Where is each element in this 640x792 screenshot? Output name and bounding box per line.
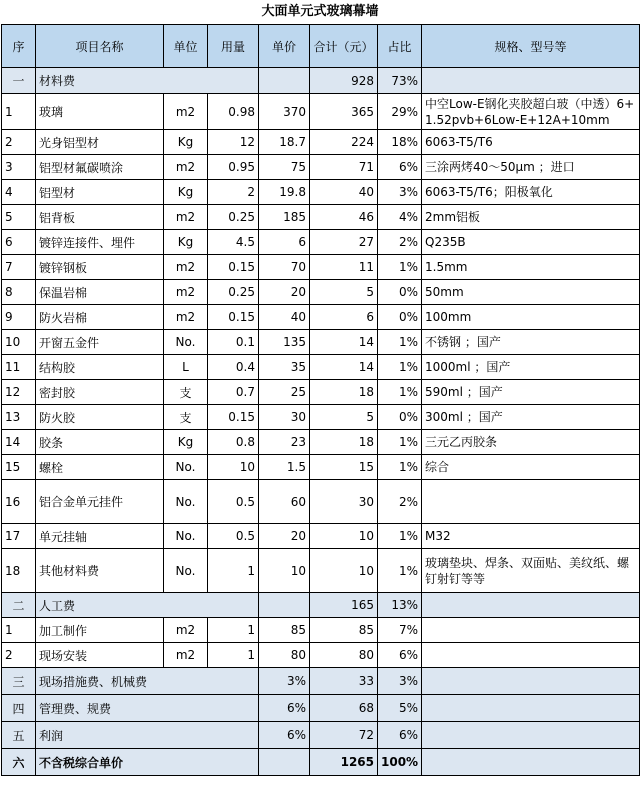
table-row <box>2 549 640 593</box>
table-row <box>2 255 640 280</box>
row-total: 30 <box>310 480 378 524</box>
row-unit: 支 <box>164 380 208 405</box>
row-pct: 6% <box>378 643 422 668</box>
row-unit: m2 <box>164 280 208 305</box>
section-no: 一 <box>2 68 36 94</box>
header-unit: 单位 <box>164 25 208 68</box>
row-name: 防火岩棉 <box>36 305 164 330</box>
row-pct: 1% <box>378 255 422 280</box>
row-name: 加工制作 <box>36 618 164 643</box>
price-table <box>1 24 640 776</box>
section-price: 6% <box>259 695 310 722</box>
row-no: 17 <box>2 524 36 549</box>
row-no: 16 <box>2 480 36 524</box>
section-row <box>2 722 640 749</box>
section-pct: 100% <box>378 749 422 776</box>
row-pct: 2% <box>378 230 422 255</box>
row-qty: 0.5 <box>208 524 259 549</box>
section-total: 165 <box>310 593 378 618</box>
row-name: 防火胶 <box>36 405 164 430</box>
row-qty: 0.98 <box>208 94 259 130</box>
table-row <box>2 155 640 180</box>
row-price: 40 <box>259 305 310 330</box>
section-price: 6% <box>259 722 310 749</box>
row-name: 密封胶 <box>36 380 164 405</box>
row-price: 18.7 <box>259 130 310 155</box>
section-spec <box>422 695 640 722</box>
section-name: 利润 <box>36 722 259 749</box>
row-price: 35 <box>259 355 310 380</box>
row-no: 13 <box>2 405 36 430</box>
row-price: 19.8 <box>259 180 310 205</box>
row-name: 铝型材氟碳喷涂 <box>36 155 164 180</box>
section-total: 928 <box>310 68 378 94</box>
row-spec: 100mm <box>422 305 640 330</box>
row-unit: L <box>164 355 208 380</box>
section-row <box>2 593 640 618</box>
section-no: 六 <box>2 749 36 776</box>
section-total: 1265 <box>310 749 378 776</box>
section-name: 现场措施费、机械费 <box>36 668 259 695</box>
row-spec: 1000ml ；国产 <box>422 355 640 380</box>
row-price: 23 <box>259 430 310 455</box>
row-spec: 玻璃垫块、焊条、双面贴、美纹纸、螺钉射钉等等 <box>422 549 640 593</box>
row-qty: 0.4 <box>208 355 259 380</box>
section-name: 管理费、规费 <box>36 695 259 722</box>
section-price: 3% <box>259 668 310 695</box>
row-total: 365 <box>310 94 378 130</box>
row-pct: 7% <box>378 618 422 643</box>
row-no: 6 <box>2 230 36 255</box>
row-total: 10 <box>310 524 378 549</box>
section-row <box>2 668 640 695</box>
section-total: 68 <box>310 695 378 722</box>
row-qty: 12 <box>208 130 259 155</box>
row-spec: 300ml ；国产 <box>422 405 640 430</box>
row-pct: 0% <box>378 405 422 430</box>
row-qty: 1 <box>208 549 259 593</box>
section-price <box>259 593 310 618</box>
row-name: 结构胶 <box>36 355 164 380</box>
row-name: 保温岩棉 <box>36 280 164 305</box>
row-pct: 1% <box>378 455 422 480</box>
section-no: 五 <box>2 722 36 749</box>
row-unit: m2 <box>164 255 208 280</box>
table-row <box>2 618 640 643</box>
table-row <box>2 330 640 355</box>
row-unit: m2 <box>164 643 208 668</box>
row-spec: 1.5mm <box>422 255 640 280</box>
table-row <box>2 355 640 380</box>
row-pct: 2% <box>378 480 422 524</box>
row-price: 6 <box>259 230 310 255</box>
row-unit: Kg <box>164 180 208 205</box>
header-no: 序 <box>2 25 36 68</box>
row-name: 其他材料费 <box>36 549 164 593</box>
section-pct: 3% <box>378 668 422 695</box>
header-qty: 用量 <box>208 25 259 68</box>
row-spec: 50mm <box>422 280 640 305</box>
row-pct: 1% <box>378 330 422 355</box>
row-spec: 590ml ；国产 <box>422 380 640 405</box>
row-name: 胶条 <box>36 430 164 455</box>
row-unit: m2 <box>164 305 208 330</box>
row-spec: M32 <box>422 524 640 549</box>
row-spec: 6063-T5/T6；阳极氧化 <box>422 180 640 205</box>
row-qty: 0.15 <box>208 305 259 330</box>
row-price: 10 <box>259 549 310 593</box>
row-no: 10 <box>2 330 36 355</box>
row-price: 30 <box>259 405 310 430</box>
row-unit: m2 <box>164 155 208 180</box>
row-qty: 0.7 <box>208 380 259 405</box>
section-row <box>2 749 640 776</box>
row-qty: 0.8 <box>208 430 259 455</box>
row-price: 20 <box>259 524 310 549</box>
row-qty: 0.25 <box>208 280 259 305</box>
row-unit: No. <box>164 480 208 524</box>
row-qty: 1 <box>208 618 259 643</box>
table-row <box>2 524 640 549</box>
row-unit: No. <box>164 549 208 593</box>
row-name: 光身铝型材 <box>36 130 164 155</box>
section-no: 三 <box>2 668 36 695</box>
row-total: 40 <box>310 180 378 205</box>
section-price <box>259 749 310 776</box>
section-spec <box>422 593 640 618</box>
row-name: 镀锌连接件、埋件 <box>36 230 164 255</box>
row-unit: No. <box>164 524 208 549</box>
section-pct: 73% <box>378 68 422 94</box>
table-row <box>2 230 640 255</box>
row-no: 8 <box>2 280 36 305</box>
row-pct: 6% <box>378 155 422 180</box>
row-price: 75 <box>259 155 310 180</box>
row-no: 12 <box>2 380 36 405</box>
row-unit: No. <box>164 455 208 480</box>
row-total: 15 <box>310 455 378 480</box>
row-spec: Q235B <box>422 230 640 255</box>
row-no: 4 <box>2 180 36 205</box>
row-no: 18 <box>2 549 36 593</box>
row-pct: 1% <box>378 380 422 405</box>
row-spec <box>422 480 640 524</box>
table-row <box>2 480 640 524</box>
row-spec <box>422 618 640 643</box>
row-pct: 1% <box>378 524 422 549</box>
row-name: 铝合金单元挂件 <box>36 480 164 524</box>
page-title: 大面单元式玻璃幕墙 <box>261 4 379 19</box>
section-total: 72 <box>310 722 378 749</box>
row-unit: No. <box>164 330 208 355</box>
row-unit: Kg <box>164 430 208 455</box>
row-no: 14 <box>2 430 36 455</box>
row-unit: 支 <box>164 405 208 430</box>
row-no: 5 <box>2 205 36 230</box>
row-total: 11 <box>310 255 378 280</box>
row-price: 1.5 <box>259 455 310 480</box>
row-unit: m2 <box>164 94 208 130</box>
row-pct: 4% <box>378 205 422 230</box>
row-price: 80 <box>259 643 310 668</box>
section-no: 四 <box>2 695 36 722</box>
row-pct: 0% <box>378 305 422 330</box>
row-qty: 0.1 <box>208 330 259 355</box>
row-total: 10 <box>310 549 378 593</box>
row-name: 铝型材 <box>36 180 164 205</box>
row-no: 1 <box>2 618 36 643</box>
section-row <box>2 68 640 94</box>
row-price: 70 <box>259 255 310 280</box>
row-qty: 0.15 <box>208 405 259 430</box>
row-qty: 2 <box>208 180 259 205</box>
row-spec: 不锈钢 ；国产 <box>422 330 640 355</box>
table-row <box>2 455 640 480</box>
row-name: 镀锌钢板 <box>36 255 164 280</box>
row-price: 370 <box>259 94 310 130</box>
header-pct: 占比 <box>378 25 422 68</box>
section-spec <box>422 68 640 94</box>
row-pct: 18% <box>378 130 422 155</box>
row-no: 2 <box>2 130 36 155</box>
table-row <box>2 305 640 330</box>
table-row <box>2 205 640 230</box>
table-row <box>2 180 640 205</box>
row-total: 18 <box>310 380 378 405</box>
row-spec: 中空Low-E钢化夹胶超白玻（中透）6+1.52pvb+6Low-E+12A+10mm <box>422 94 640 130</box>
table-row <box>2 94 640 130</box>
row-no: 3 <box>2 155 36 180</box>
row-spec: 6063-T5/T6 <box>422 130 640 155</box>
row-no: 15 <box>2 455 36 480</box>
row-unit: m2 <box>164 205 208 230</box>
row-unit: m2 <box>164 618 208 643</box>
row-no: 11 <box>2 355 36 380</box>
row-qty: 0.5 <box>208 480 259 524</box>
row-price: 185 <box>259 205 310 230</box>
table-row <box>2 643 640 668</box>
row-total: 71 <box>310 155 378 180</box>
row-spec: 综合 <box>422 455 640 480</box>
row-pct: 1% <box>378 430 422 455</box>
row-unit: Kg <box>164 230 208 255</box>
row-price: 60 <box>259 480 310 524</box>
row-price: 20 <box>259 280 310 305</box>
section-total: 33 <box>310 668 378 695</box>
section-name: 不含税综合单价 <box>36 749 259 776</box>
row-pct: 1% <box>378 355 422 380</box>
section-spec <box>422 668 640 695</box>
row-total: 85 <box>310 618 378 643</box>
section-price <box>259 68 310 94</box>
row-total: 6 <box>310 305 378 330</box>
row-name: 螺栓 <box>36 455 164 480</box>
section-row <box>2 695 640 722</box>
row-unit: Kg <box>164 130 208 155</box>
row-qty: 0.95 <box>208 155 259 180</box>
row-qty: 10 <box>208 455 259 480</box>
header-price: 单价 <box>259 25 310 68</box>
row-qty: 4.5 <box>208 230 259 255</box>
table-row <box>2 280 640 305</box>
row-total: 5 <box>310 280 378 305</box>
row-total: 18 <box>310 430 378 455</box>
row-total: 224 <box>310 130 378 155</box>
row-name: 开窗五金件 <box>36 330 164 355</box>
row-total: 80 <box>310 643 378 668</box>
header-total: 合计（元） <box>310 25 378 68</box>
row-name: 铝背板 <box>36 205 164 230</box>
section-pct: 5% <box>378 695 422 722</box>
table-row <box>2 130 640 155</box>
section-name: 材料费 <box>36 68 259 94</box>
row-qty: 0.15 <box>208 255 259 280</box>
row-total: 27 <box>310 230 378 255</box>
header-row <box>2 25 640 68</box>
section-name: 人工费 <box>36 593 259 618</box>
section-no: 二 <box>2 593 36 618</box>
row-total: 46 <box>310 205 378 230</box>
row-name: 单元挂轴 <box>36 524 164 549</box>
row-spec <box>422 643 640 668</box>
row-total: 5 <box>310 405 378 430</box>
header-name: 项目名称 <box>36 25 164 68</box>
section-pct: 6% <box>378 722 422 749</box>
section-pct: 13% <box>378 593 422 618</box>
header-spec: 规格、型号等 <box>422 25 640 68</box>
row-pct: 29% <box>378 94 422 130</box>
row-no: 9 <box>2 305 36 330</box>
row-spec: 2mm铝板 <box>422 205 640 230</box>
table-row <box>2 405 640 430</box>
row-price: 25 <box>259 380 310 405</box>
row-name: 玻璃 <box>36 94 164 130</box>
row-no: 7 <box>2 255 36 280</box>
row-pct: 3% <box>378 180 422 205</box>
row-spec: 三元乙丙胶条 <box>422 430 640 455</box>
row-qty: 0.25 <box>208 205 259 230</box>
row-total: 14 <box>310 355 378 380</box>
row-pct: 1% <box>378 549 422 593</box>
section-spec <box>422 749 640 776</box>
row-no: 1 <box>2 94 36 130</box>
row-pct: 0% <box>378 280 422 305</box>
row-price: 85 <box>259 618 310 643</box>
row-name: 现场安装 <box>36 643 164 668</box>
table-row <box>2 380 640 405</box>
section-spec <box>422 722 640 749</box>
row-spec: 三涂两烤40～50μm ；进口 <box>422 155 640 180</box>
table-row <box>2 430 640 455</box>
row-no: 2 <box>2 643 36 668</box>
row-total: 14 <box>310 330 378 355</box>
row-qty: 1 <box>208 643 259 668</box>
row-price: 135 <box>259 330 310 355</box>
